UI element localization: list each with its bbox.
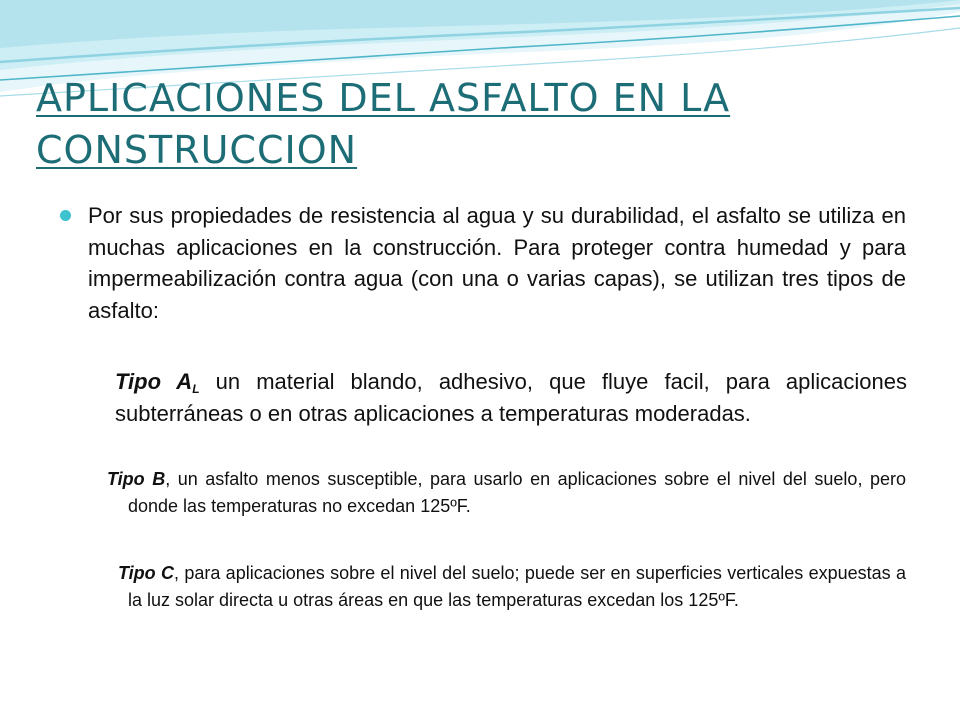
- bullet-dot-icon: [60, 210, 71, 221]
- page-title-text: APLICACIONES DEL ASFALTO EN LA CONSTRUCCION: [36, 76, 731, 172]
- page-title: [36, 72, 896, 176]
- type-b-term: Tipo B: [107, 469, 166, 489]
- type-a-term: Tipo $A_L$: [115, 369, 200, 396]
- type-b-paragraph: [107, 466, 907, 520]
- type-c-text: , para aplicaciones sobre el nivel del suelo; puede ser en superficies verticales expuestas a la luz solar directa u otras áreas en que las temperaturas excedan los 125ºF.: [128, 563, 906, 610]
- intro-paragraph: Por sus propiedades de resistencia al agua y su durabilidad, el asfalto se utiliza en muchas aplicaciones en la construcción. Para proteger contra humedad y para impermeabilización contra agua (con una o varias capas), se utilizan tres tipos de asfalto:: [88, 203, 906, 323]
- type-a-paragraph: [115, 366, 907, 429]
- type-b-text: , un asfalto menos susceptible, para usarlo en aplicaciones sobre el nivel del suelo, pero donde las temperaturas no excedan 125ºF.: [128, 469, 907, 516]
- type-c-paragraph: [118, 560, 906, 614]
- type-a-subscript: L: [192, 382, 200, 396]
- type-a-text: un material blando, adhesivo, que fluye facil, para aplicaciones subterráneas o en otras aplicaciones a temperaturas moderadas.: [115, 369, 907, 426]
- type-c-term: Tipo C: [118, 563, 174, 583]
